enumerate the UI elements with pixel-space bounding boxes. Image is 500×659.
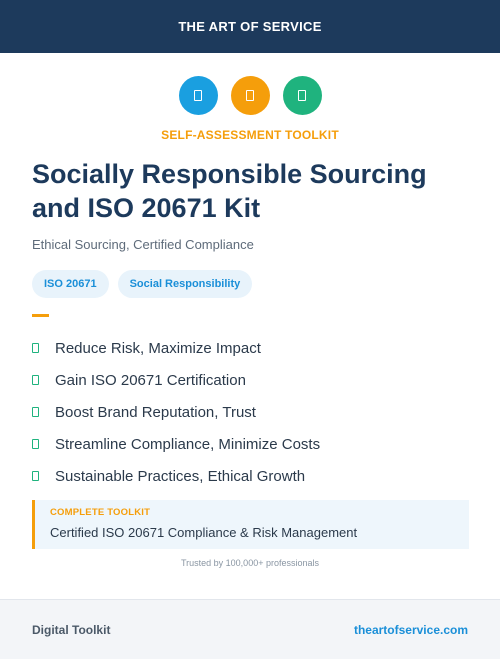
bullet-icon: [32, 471, 39, 481]
benefit-text: Reduce Risk, Maximize Impact: [55, 339, 261, 357]
list-item: [32, 460, 320, 492]
document-icon: [194, 90, 202, 101]
page-title: [32, 157, 472, 225]
benefit-text: Sustainable Practices, Ethical Growth: [55, 467, 306, 485]
list-item: [32, 364, 320, 396]
benefit-text: Streamline Compliance, Minimize Costs: [55, 435, 321, 453]
subtitle: Ethical Sourcing, Certified Compliance: [32, 237, 254, 252]
document-icon: [246, 90, 254, 101]
benefit-list: [32, 332, 320, 492]
header-bar: [0, 0, 500, 53]
toolkit-callout: [32, 500, 469, 549]
title-line-1: Socially Responsible Sourcing: [32, 159, 427, 189]
tag-list: [32, 270, 252, 298]
benefit-text: Gain ISO 20671 Certification: [55, 371, 246, 389]
bullet-icon: [32, 439, 39, 449]
accent-divider: [32, 314, 49, 317]
title-line-2: and ISO 20671 Kit: [32, 193, 261, 223]
footer-label: Digital Toolkit: [32, 622, 111, 637]
bullet-icon: [32, 343, 39, 353]
eyebrow-label: SELF-ASSESSMENT TOOLKIT: [161, 128, 339, 142]
document-icon-orange: [231, 76, 270, 115]
callout-text: Certified ISO 20671 Compliance & Risk Management: [50, 525, 358, 540]
callout-label: COMPLETE TOOLKIT: [50, 507, 151, 518]
document-icon-green: [283, 76, 322, 115]
bullet-icon: [32, 407, 39, 417]
bullet-icon: [32, 375, 39, 385]
document-icon-blue: [179, 76, 218, 115]
footer-bar: [0, 599, 500, 659]
list-item: [32, 428, 320, 460]
trust-note: Trusted by 100,000+ professionals: [180, 558, 319, 568]
footer-link[interactable]: theartofservice.com: [353, 622, 468, 637]
document-icon: [298, 90, 306, 101]
benefit-text: Boost Brand Reputation, Trust: [55, 403, 256, 421]
icon-row: [0, 76, 500, 115]
brand-name: THE ART OF SERVICE: [178, 19, 322, 34]
list-item: [32, 332, 320, 364]
tag-iso: ISO 20671: [32, 270, 109, 298]
tag-social: Social Responsibility: [118, 270, 253, 298]
list-item: [32, 396, 320, 428]
